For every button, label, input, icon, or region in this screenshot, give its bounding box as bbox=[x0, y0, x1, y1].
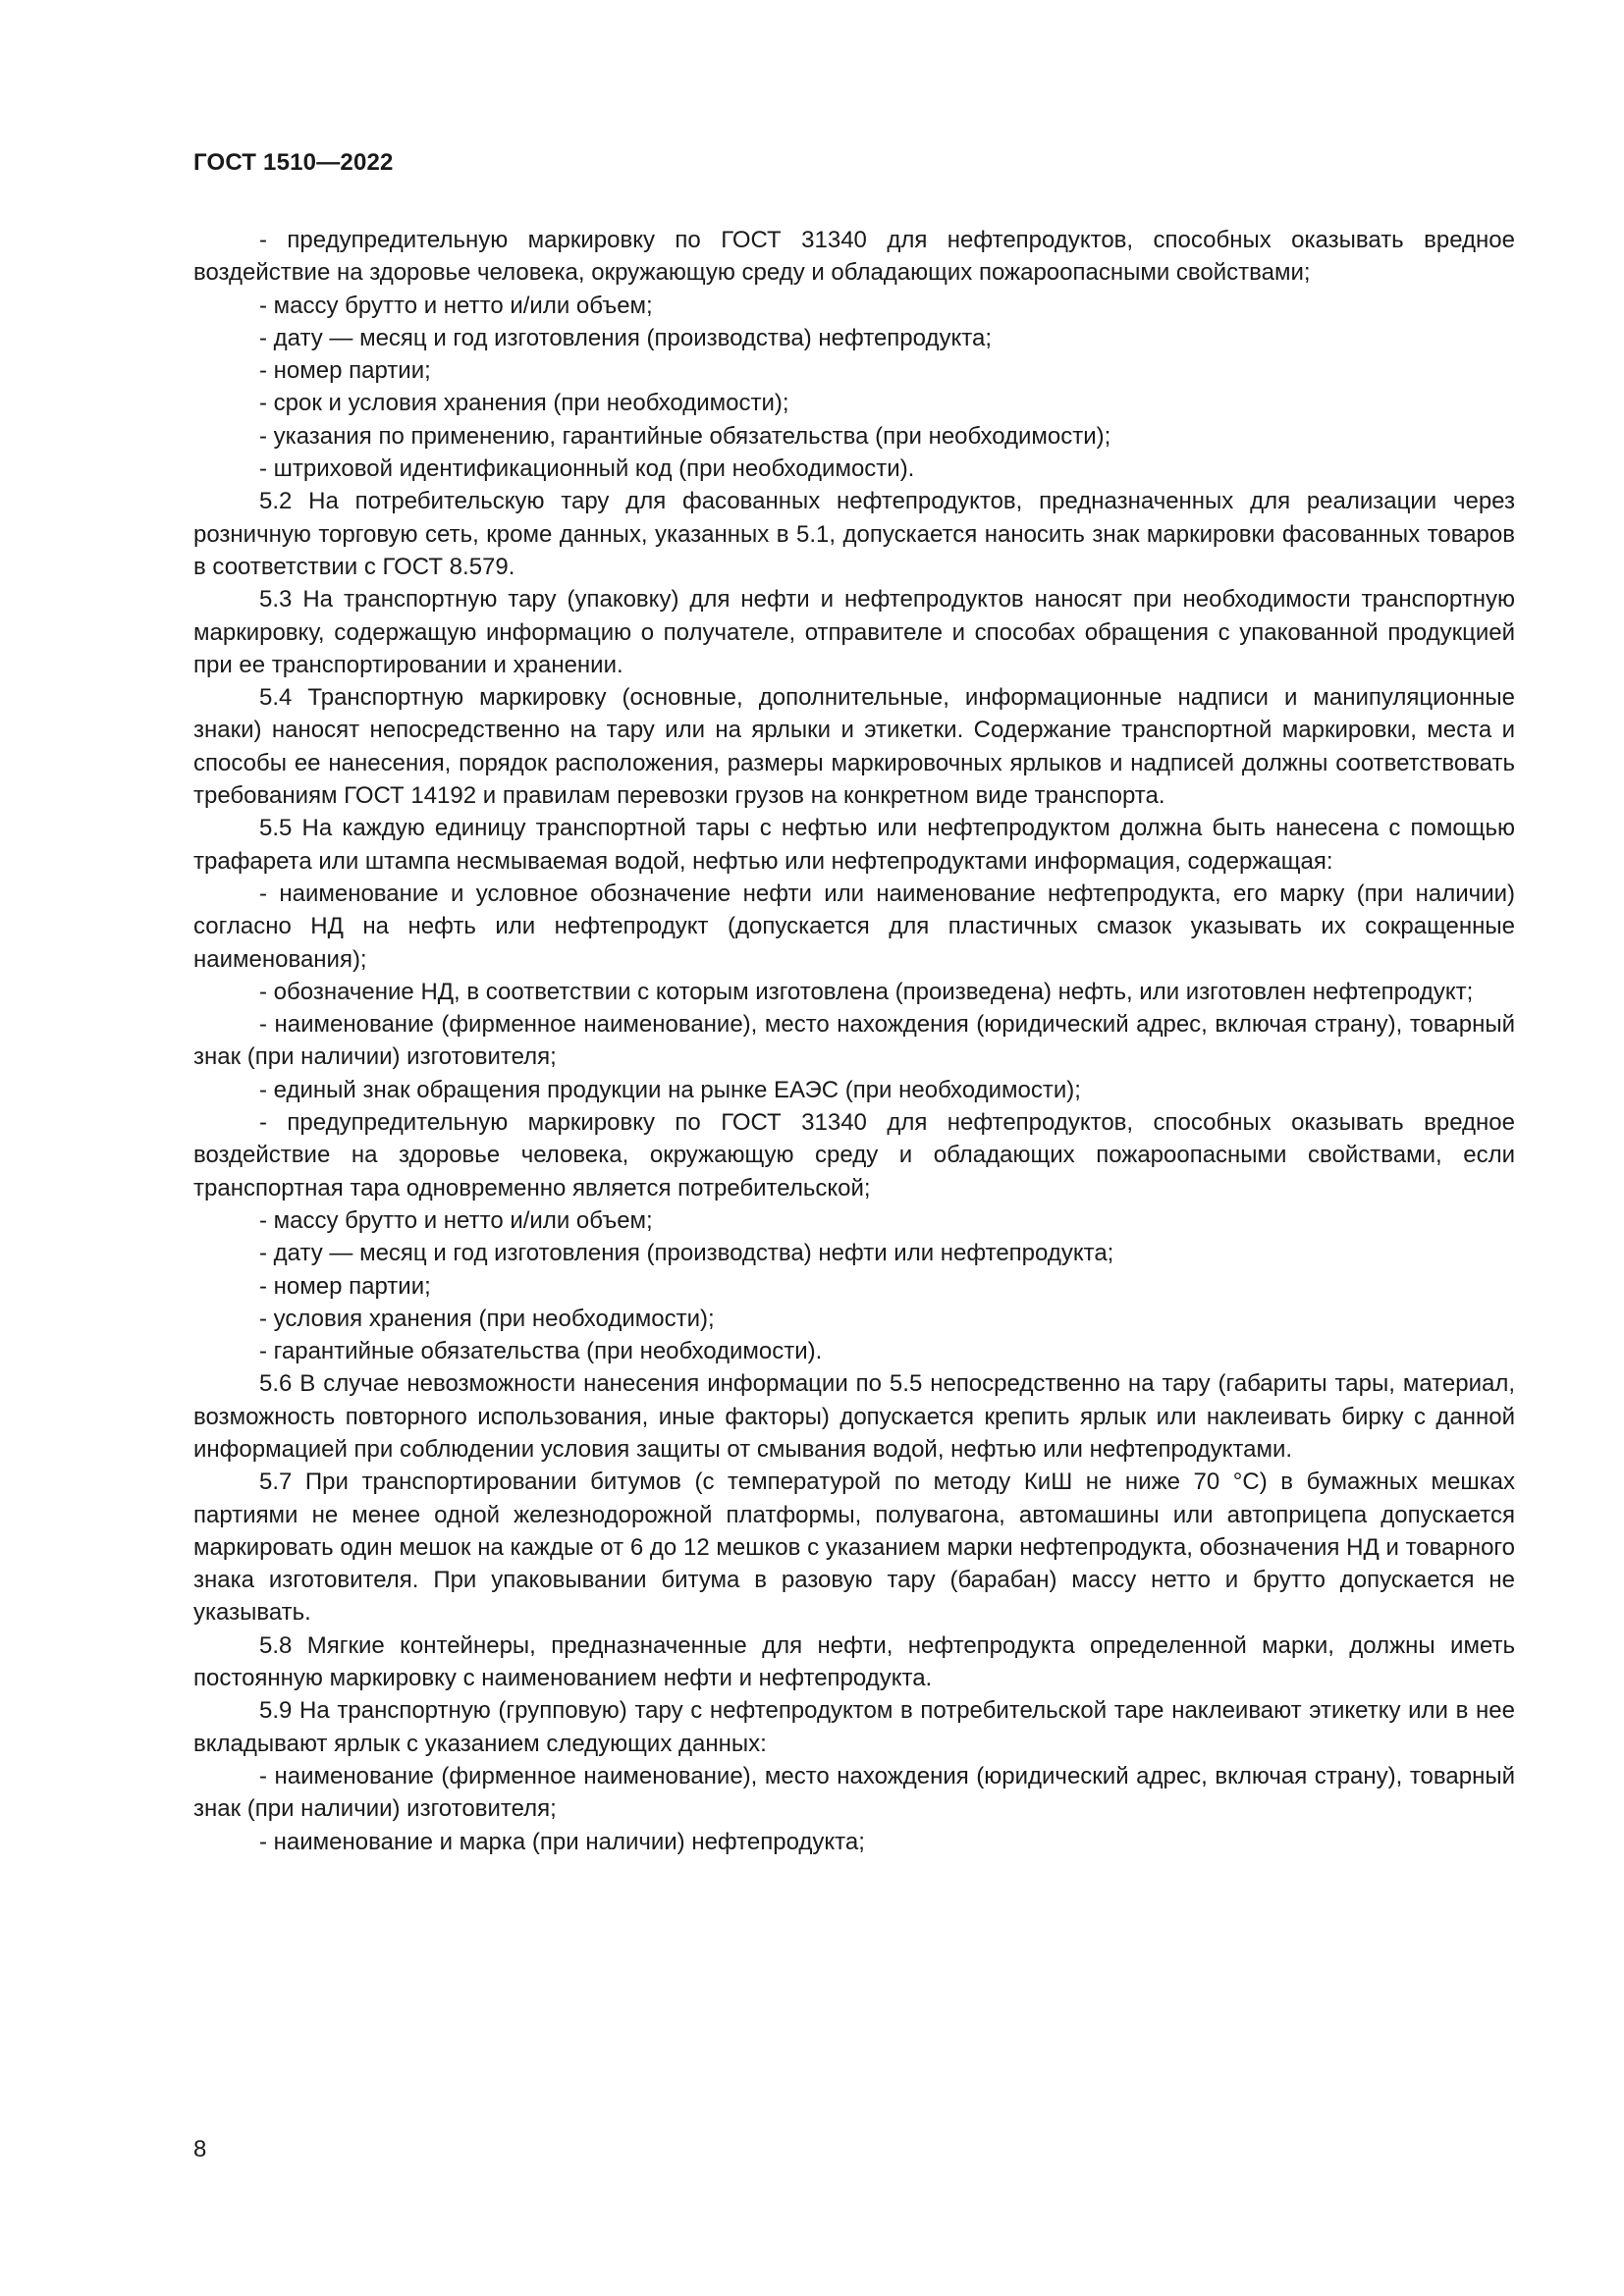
paragraph: 5.6 В случае невозможности нанесения информации по 5.5 непосредственно на тару (габариты тары, материал, возможность повторного использования, иные факторы) допускается крепить ярлык или наклеивать бирку с данной информацией при соблюдении условия защиты от смывания водой, нефтью или нефтепродуктами. bbox=[193, 1370, 1515, 1463]
paragraph: - штриховой идентификационный код (при необходимости). bbox=[259, 455, 915, 483]
paragraph: - наименование (фирменное наименование), место нахождения (юридический адрес, включая страну), товарный знак (при наличии) изготовителя; bbox=[193, 1762, 1515, 1823]
paragraph: - срок и условия хранения (при необходимости); bbox=[259, 390, 789, 417]
paragraph: - гарантийные обязательства (при необходимости). bbox=[259, 1338, 823, 1365]
paragraph: - предупредительную маркировку по ГОСТ 31340 для нефтепродуктов, способных оказывать вредное воздействие на здоровье человека, окружающую среду и обладающих пожароопасными свойствами, если транспортная тара одновременно является потребительской; bbox=[193, 1109, 1515, 1201]
paragraph: 5.7 При транспортировании битумов (с температурой по методу КиШ не ниже 70 °С) в бумажных мешках партиями не менее одной железнодорожной платформы, полувагона, автомашины или автоприцепа допускается маркировать один мешок на каждые от 6 до 12 мешков с указанием марки нефтепродукта, обозначения НД и товарного знака изготовителя. При упаковывании битума в разовую тару (барабан) массу нетто и брутто допускается не указывать. bbox=[193, 1468, 1515, 1627]
paragraph: - номер партии; bbox=[259, 1272, 431, 1300]
paragraph: - дату — месяц и год изготовления (производства) нефти или нефтепродукта; bbox=[259, 1240, 1114, 1267]
paragraph: 5.5 На каждую единицу транспортной тары с нефтью или нефтепродуктом должна быть нанесена с помощью трафарета или штампа несмываемая водой, нефтью или нефтепродуктами информация, содержащая: bbox=[193, 815, 1515, 875]
document-body bbox=[193, 224, 1515, 1858]
paragraph: 5.3 На транспортную тару (упаковку) для нефти и нефтепродуктов наносят при необходимости транспортную маркировку, содержащую информацию о получателе, отправителе и способах обращения с упакованной продукцией при ее транспортировании и хранении. bbox=[193, 586, 1515, 678]
paragraph: - наименование и условное обозначение нефти или наименование нефтепродукта, его марку (при наличии) согласно НД на нефть или нефтепродукт (допускается для пластичных смазок указывать их сокращенные наименования); bbox=[193, 880, 1515, 973]
paragraph: 5.4 Транспортную маркировку (основные, дополнительные, информационные надписи и манипуляционные знаки) наносят непосредственно на тару или на ярлыки и этикетки. Содержание транспортной маркировки, места и способы ее нанесения, порядок расположения, размеры маркировочных ярлыков и надписей должны соответствовать требованиям ГОСТ 14192 и правилам перевозки грузов на конкретном виде транспорта. bbox=[193, 684, 1515, 810]
paragraph: - единый знак обращения продукции на рынке ЕАЭС (при необходимости); bbox=[259, 1076, 1081, 1103]
paragraph: - дату — месяц и год изготовления (производства) нефтепродукта; bbox=[259, 324, 992, 351]
paragraph: 5.2 На потребительскую тару для фасованных нефтепродуктов, предназначенных для реализации через розничную торговую сеть, кроме данных, указанных в 5.1, допускается наносить знак маркировки фасованных товаров в соответствии с ГОСТ 8.579. bbox=[193, 488, 1515, 580]
paragraph: - обозначение НД, в соответствии с которым изготовлена (произведена) нефть, или изготовлен нефтепродукт; bbox=[259, 978, 1474, 1005]
document-header: ГОСТ 1510—2022 bbox=[193, 149, 394, 176]
paragraph: - указания по применению, гарантийные обязательства (при необходимости); bbox=[259, 422, 1111, 450]
paragraph: - предупредительную маркировку по ГОСТ 31340 для нефтепродуктов, способных оказывать вредное воздействие на здоровье человека, окружающую среду и обладающих пожароопасными свойствами; bbox=[193, 227, 1515, 287]
paragraph: - массу брутто и нетто и/или объем; bbox=[259, 1206, 653, 1234]
paragraph: 5.9 На транспортную (групповую) тару с нефтепродуктом в потребительской таре наклеивают этикетку или в нее вкладывают ярлык с указанием следующих данных: bbox=[193, 1697, 1515, 1757]
paragraph: - наименование и марка (при наличии) нефтепродукта; bbox=[259, 1828, 865, 1855]
paragraph: 5.8 Мягкие контейнеры, предназначенные для нефти, нефтепродукта определенной марки, должны иметь постоянную маркировку с наименованием нефти и нефтепродукта. bbox=[193, 1631, 1515, 1692]
paragraph: - наименование (фирменное наименование), место нахождения (юридический адрес, включая страну), товарный знак (при наличии) изготовителя; bbox=[193, 1011, 1515, 1071]
paragraph: - условия хранения (при необходимости); bbox=[259, 1305, 715, 1332]
paragraph: - массу брутто и нетто и/или объем; bbox=[259, 292, 653, 319]
page-number: 8 bbox=[193, 2136, 207, 2163]
paragraph: - номер партии; bbox=[259, 357, 431, 385]
